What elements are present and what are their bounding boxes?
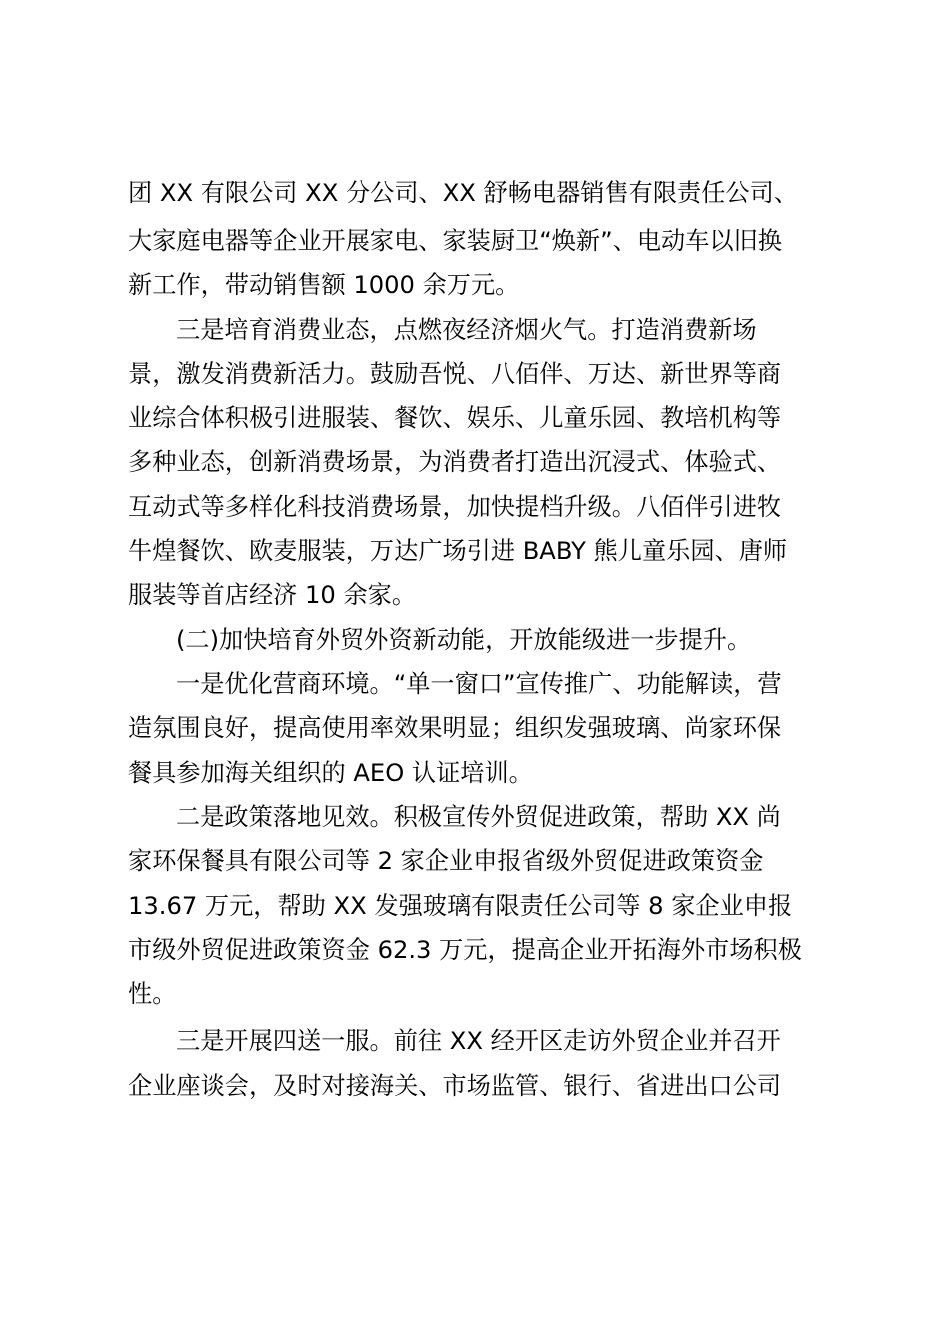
text-line: 造氛围良好，提高使用率效果明显；组织发强玻璃、尚家环保 xyxy=(128,714,782,742)
text-line: 景，激发消费新活力。鼓励吾悦、八佰伴、万达、新世界等商 xyxy=(128,360,782,388)
text-line: 牛煌餐饮、欧麦服装，万达广场引进 BABY 熊儿童乐园、唐师 xyxy=(128,537,788,565)
text-line: 企业座谈会，及时对接海关、市场监管、银行、省进出口公司 xyxy=(128,1072,782,1100)
paragraph-start-line: 三是开展四送一服。前往 XX 经开区走访外贸企业并召开 xyxy=(176,1027,781,1055)
text-line: 家环保餐具有限公司等 2 家企业申报省级外贸促进政策资金 xyxy=(128,847,764,875)
text-line: 新工作，带动销售额 1000 余万元。 xyxy=(128,271,520,299)
text-line: 市级外贸促进政策资金 62.3 万元，提高企业开拓海外市场积极 xyxy=(128,936,802,964)
paragraph-start-line: 一是优化营商环境。“单一窗口”宣传推广、功能解读，营 xyxy=(176,670,782,698)
text-line: 多种业态，创新消费场景，为消费者打造出沉浸式、体验式、 xyxy=(128,448,782,476)
paragraph-start-line: 三是培育消费业态，点燃夜经济烟火气。打造消费新场 xyxy=(176,316,757,344)
text-line: 业综合体积极引进服装、餐饮、娱乐、儿童乐园、教培机构等 xyxy=(128,404,782,432)
text-line: 团 XX 有限公司 XX 分公司、XX 舒畅电器销售有限责任公司、 xyxy=(128,179,798,207)
text-line: 服装等首店经济 10 余家。 xyxy=(128,581,417,609)
text-line: 餐具参加海关组织的 AEO 认证培训。 xyxy=(128,759,533,787)
text-line: 互动式等多样化科技消费场景，加快提档升级。八佰伴引进牧 xyxy=(128,493,782,521)
text-line: 13.67 万元，帮助 XX 发强玻璃有限责任公司等 8 家企业申报 xyxy=(128,892,793,920)
text-line: 性。 xyxy=(128,980,177,1008)
text-line: 大家庭电器等企业开展家电、家装厨卫“焕新”、电动车以旧换 xyxy=(128,227,782,255)
section-heading: (二)加快培育外贸外资新动能，开放能级进一步提升。 xyxy=(176,626,752,654)
paragraph-start-line: 二是政策落地见效。积极宣传外贸促进政策，帮助 XX 尚 xyxy=(176,803,781,831)
